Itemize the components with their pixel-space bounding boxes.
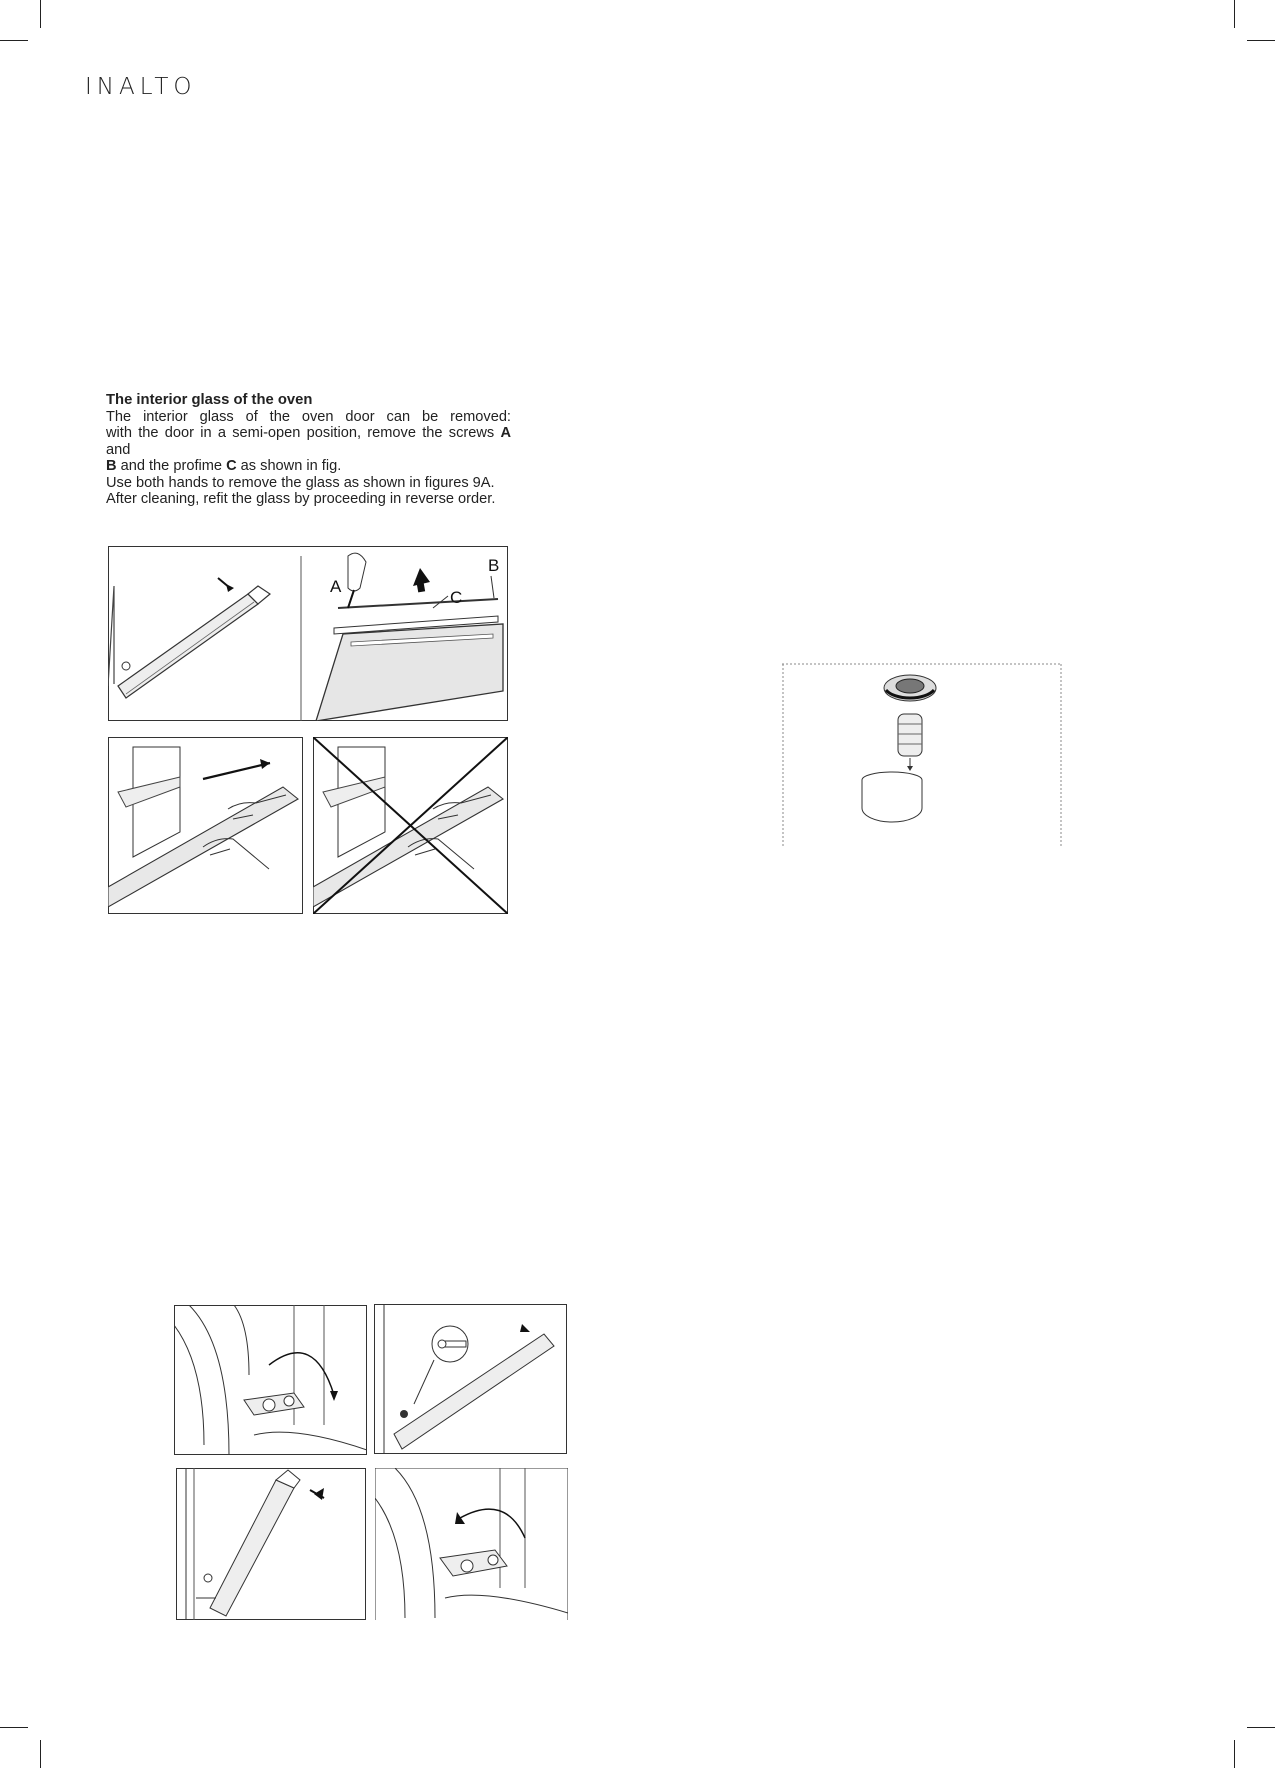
crop-mark: [1247, 1727, 1275, 1728]
hinge-figure-2: [374, 1304, 567, 1454]
hinge-figure-1: [174, 1305, 367, 1455]
label-a: A: [330, 577, 342, 596]
door-tilt-illustration: [374, 1304, 567, 1454]
incorrect-method-figure: [313, 737, 508, 914]
hands-removing-glass-figure: [108, 737, 303, 914]
hinge-figure-3: [176, 1468, 366, 1620]
label-c: C: [450, 588, 463, 607]
paragraph-line: After cleaning, refit the glass by proceeding in reverse order.: [106, 491, 496, 507]
crop-mark: [1247, 40, 1275, 41]
section-heading: The interior glass of the oven: [106, 392, 313, 408]
lamp-illustration: [782, 662, 1062, 846]
crop-mark: [40, 0, 41, 28]
crossed-out-illustration: [313, 737, 508, 914]
interior-glass-section: [106, 392, 511, 508]
brand-logo-text: INALTO: [85, 74, 197, 100]
brand-logo: [85, 74, 197, 100]
glass-removal-figure-top: [108, 546, 508, 721]
door-lift-illustration: [176, 1468, 366, 1620]
label-b: B: [488, 556, 500, 575]
paragraph-line: Use both hands to remove the glass as shown in figures 9A.: [106, 474, 495, 491]
crop-mark: [1234, 0, 1235, 28]
crop-mark: [40, 1740, 41, 1768]
crop-mark: [0, 1727, 28, 1728]
hinge-figure-4: [375, 1468, 568, 1620]
paragraph-line: with the door in a semi-open position, remove the screws A and: [106, 425, 511, 458]
paragraph-line: The interior glass of the oven door can be removed:: [106, 408, 511, 425]
hinge-open-illustration: [174, 1305, 367, 1455]
hands-glass-illustration: [108, 737, 303, 914]
crop-mark: [1234, 1740, 1235, 1768]
crop-mark: [0, 40, 28, 41]
door-glass-illustration: [108, 546, 508, 721]
paragraph-line: B and the profime C as shown in fig.: [106, 458, 342, 474]
lamp-replacement-figure: [782, 662, 1062, 846]
hinge-close-illustration: [375, 1468, 568, 1620]
